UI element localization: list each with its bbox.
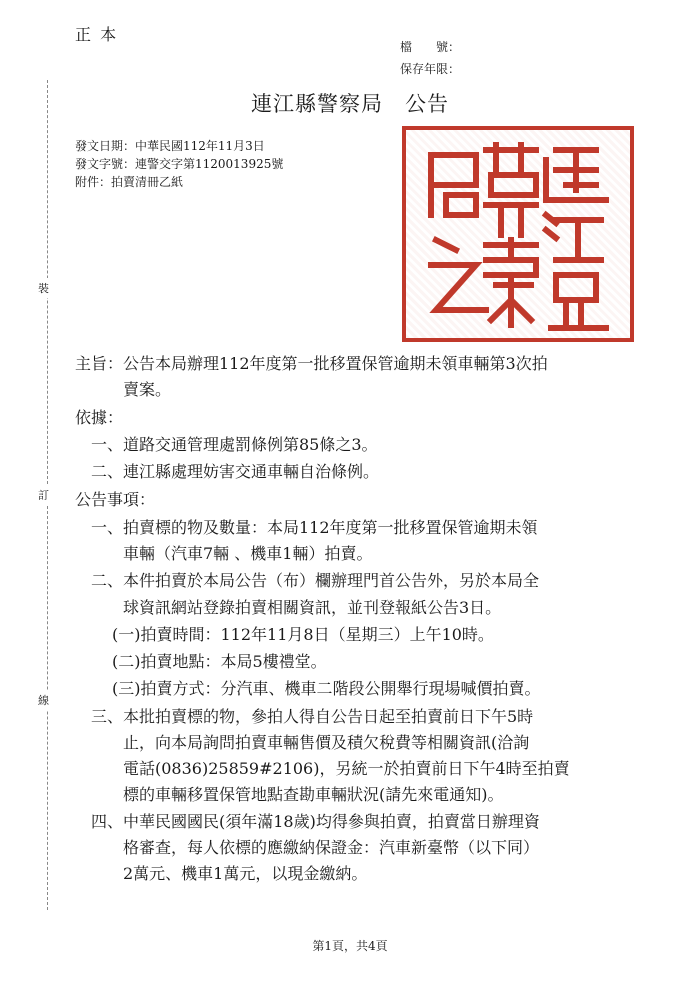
copy-label: 正 本 [75,25,119,44]
notice-item-4-line-2: 格審查，每人依標的應繳納保證金：汽車新臺幣（以下同） [123,838,540,857]
page-title: 連江縣警察局 公告 [251,92,449,116]
document-number: 發文字號：連警交字第1120013925號 [75,157,284,171]
attachment-note: 附件：拍賣清冊乙紙 [75,175,184,189]
notice-label: 公告事項： [75,490,156,509]
binding-mark-zhuang: 裝 [38,278,49,298]
notice-item-2-line-1: 二、本件拍賣於本局公告（布）欄辦理門首公告外，另於本局全 [91,571,540,590]
notice-item-3-line-2: 止，向本局詢問拍賣車輛售價及積欠稅費等相關資訊(洽詢 [123,733,530,752]
notice-sub-item-1: (一)拍賣時間：112年11月8日（星期三）上午10時。 [112,625,494,644]
subject-line-1: 主旨：公告本局辦理112年度第一批移置保管逾期未領車輛第3次拍 [75,354,548,373]
file-number-label: 檔 號： [400,40,461,54]
seal-glyphs-icon [406,130,630,338]
notice-item-3-line-1: 三、本批拍賣標的物，參拍人得自公告日起至拍賣前日下午5時 [91,707,534,726]
binding-mark-ding: 訂 [38,485,49,505]
notice-item-4-line-1: 四、中華民國國民(須年滿18歲)均得參與拍賣，拍賣當日辦理資 [91,812,540,831]
page-number: 第1頁，共4頁 [312,939,388,953]
notice-item-3-line-3: 電話(0836)25859#2106)，另統一於拍賣前日下午4時至拍賣 [123,759,570,778]
notice-item-2-line-2: 球資訊網站登錄拍賣相關資訊，並刊登報紙公告3日。 [123,598,502,617]
notice-sub-item-2: (二)拍賣地點：本局5樓禮堂。 [112,652,327,671]
notice-item-4-line-3: 2萬元、機車1萬元，以現金繳納。 [123,864,368,883]
subject-line-2: 賣案。 [123,380,172,399]
notice-sub-item-3: (三)拍賣方式：分汽車、機車二階段公開舉行現場喊價拍賣。 [112,679,541,698]
issue-date: 發文日期：中華民國112年11月3日 [75,139,265,153]
notice-item-1-line-2: 車輛（汽車7輛 、機車1輛）拍賣。 [123,544,373,563]
official-seal [402,126,634,342]
notice-item-3-line-4: 標的車輛移置保管地點查勘車輛狀況(請先來電通知)。 [123,785,504,804]
basis-item-1: 一、道路交通管理處罰條例第85條之3。 [91,435,378,454]
retention-label: 保存年限： [400,62,461,76]
basis-item-2: 二、連江縣處理妨害交通車輛自治條例。 [91,462,380,481]
notice-item-1-line-1: 一、拍賣標的物及數量：本局112年度第一批移置保管逾期未領 [91,518,538,537]
binding-mark-xian: 線 [38,690,49,710]
basis-label: 依據： [75,408,124,427]
